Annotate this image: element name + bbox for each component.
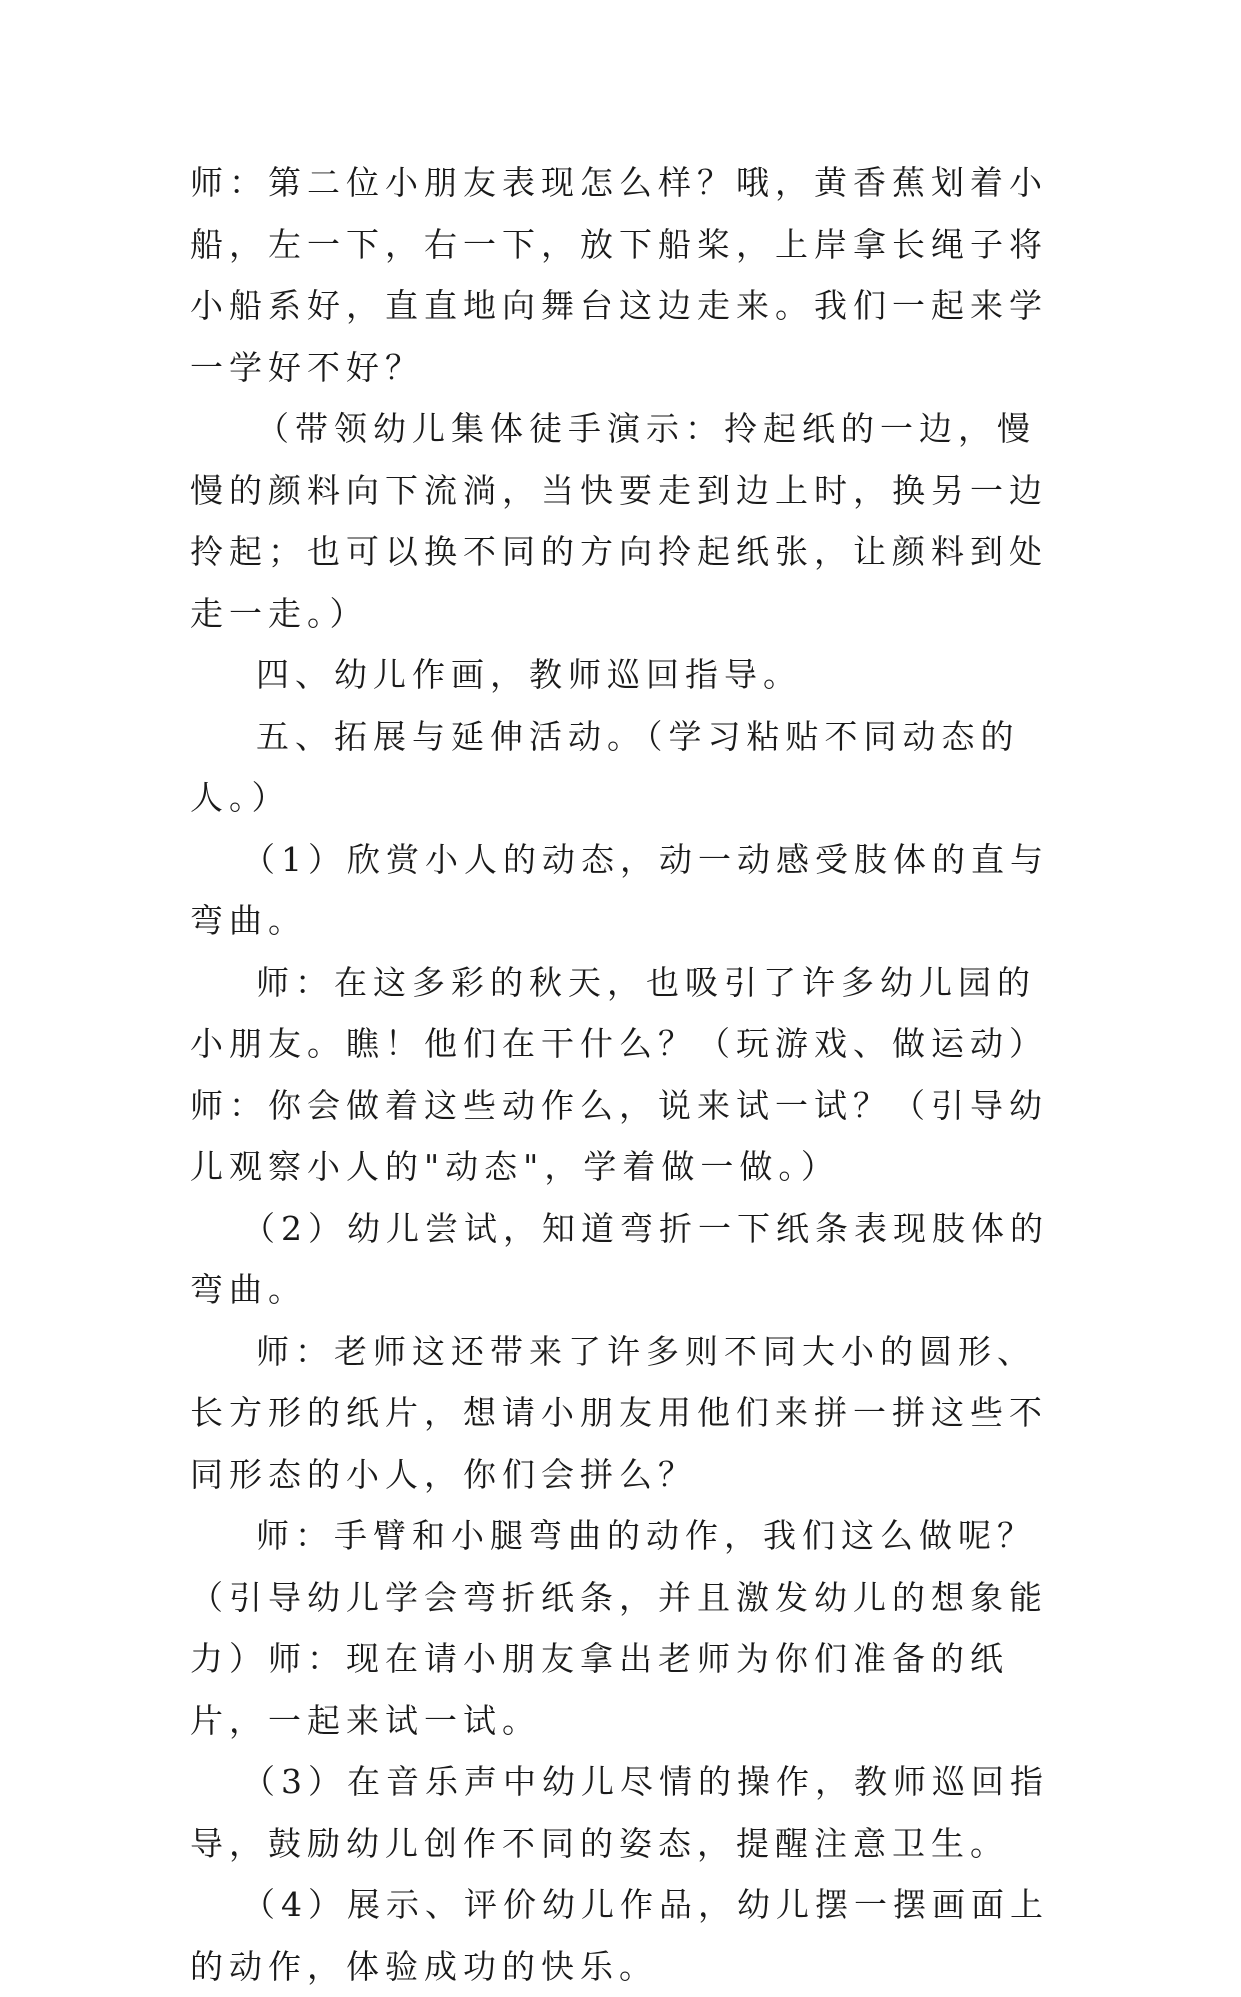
paragraph-demonstration-note: （带领幼儿集体徒手演示：拎起纸的一边，慢慢的颜料向下流淌，当快要走到边上时，换另一边拎起；也可以换不同的方向拎起纸张，让颜料到处走一走。） [190, 409, 1048, 633]
paragraph-teacher-paper-pieces: 师：老师这还带来了许多则不同大小的圆形、长方形的纸片，想请小朋友用他们来拼一拼这些不同形态的小人，你们会拼么？ [190, 1331, 1048, 1494]
document-body [190, 152, 1070, 1997]
step-1: （1）欣赏小人的动态，动一动感受肢体的直与弯曲。 [190, 839, 1049, 940]
section-heading-5: 五、拓展与延伸活动。（学习粘贴不同动态的人。） [190, 716, 1020, 817]
step-4: （4）展示、评价幼儿作品，幼儿摆一摆画面上的动作，体验成功的快乐。 [190, 1885, 1049, 1986]
paragraph-teacher-second-child: 师：第二位小朋友表现怎么样？哦，黄香蕉划着小船，左一下，右一下，放下船桨，上岸拿长绳子将小船系好，直直地向舞台这边走来。我们一起来学一学好不好？ [190, 163, 1048, 387]
section-heading-4: 四、幼儿作画，教师巡回指导。 [256, 655, 802, 694]
step-3: （3）在音乐声中幼儿尽情的操作，教师巡回指导，鼓励幼儿创作不同的姿态，提醒注意卫生。 [190, 1762, 1049, 1863]
paragraph-teacher-bending: 师：手臂和小腿弯曲的动作，我们这么做呢？（引导幼儿学会弯折纸条，并且激发幼儿的想象能力）师：现在请小朋友拿出老师为你们准备的纸片，一起来试一试。 [190, 1516, 1048, 1740]
paragraph-teacher-autumn: 师：在这多彩的秋天，也吸引了许多幼儿园的小朋友。瞧！他们在干什么？（玩游戏、做运动）师：你会做着这些动作么，说来试一试？（引导幼儿观察小人的"动态"，学着做一做。） [190, 962, 1048, 1186]
step-2: （2）幼儿尝试，知道弯折一下纸条表现肢体的弯曲。 [190, 1208, 1049, 1309]
